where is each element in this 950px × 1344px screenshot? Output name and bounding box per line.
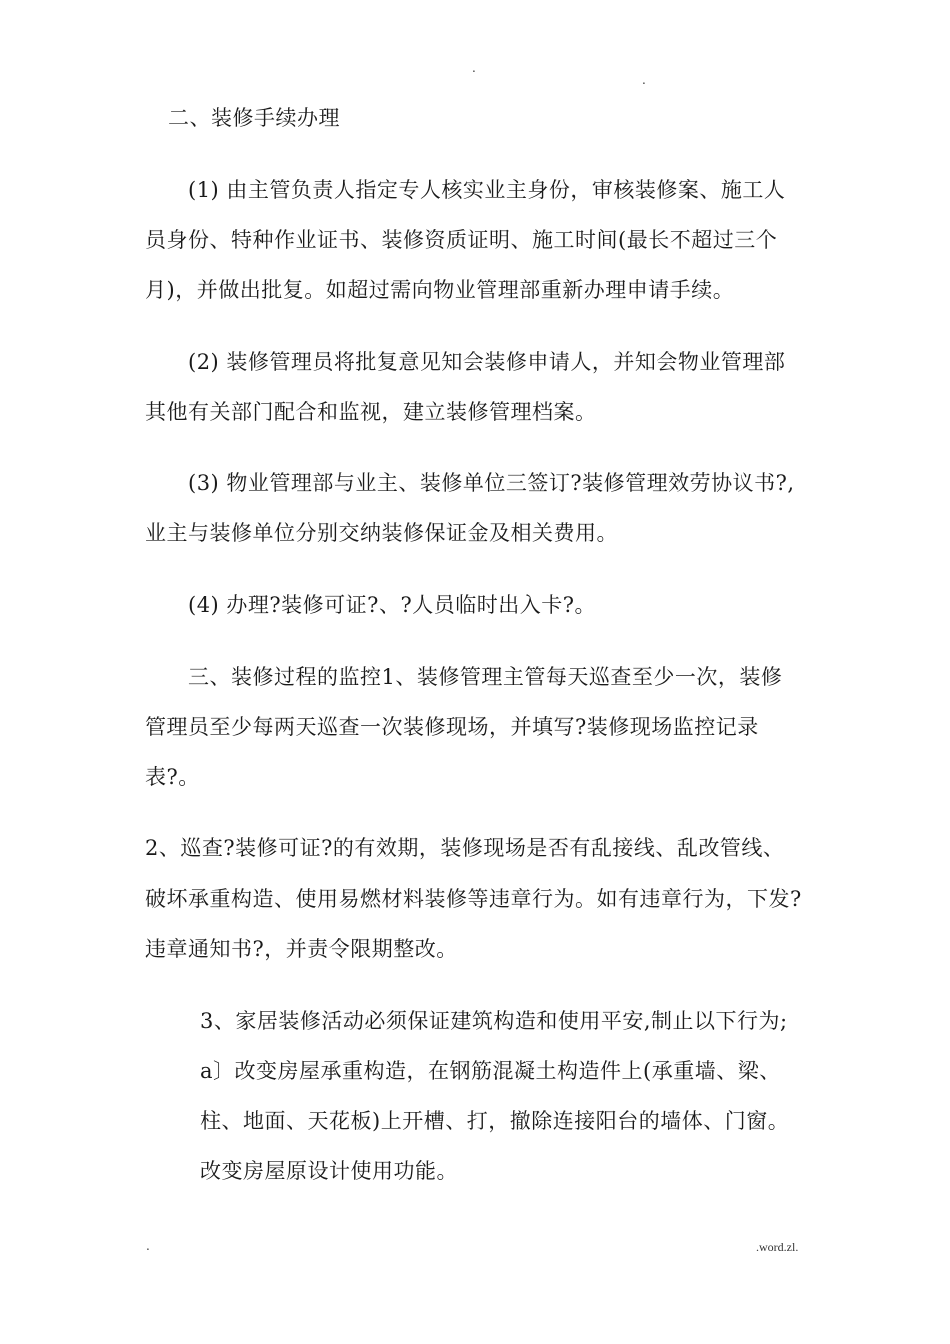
paragraph-3-line-1: (3) 物业管理部与业主、装修单位三签订?装修管理效劳协议书?, (188, 471, 795, 495)
header-dot-right: . (642, 73, 646, 87)
paragraph-2-line-2: 其他有关部门配合和监视，建立装修管理档案。 (145, 400, 597, 424)
footer-dot-left: . (146, 1239, 150, 1253)
paragraph-7-line-4: 改变房屋原设计使用功能。 (200, 1159, 458, 1183)
paragraph-7-line-3: 柱、地面、天花板)上开槽、打，撤除连接阳台的墙体、门窗。 (200, 1109, 790, 1133)
paragraph-4-line-1: (4) 办理?装修可证?、?人员临时出入卡?。 (188, 593, 596, 617)
paragraph-6-line-3: 违章通知书?，并责令限期整改。 (145, 937, 458, 961)
paragraph-5-line-1: 三、装修过程的监控1、装修管理主管每天巡查至少一次，装修 (188, 665, 783, 689)
paragraph-5-line-3: 表?。 (145, 765, 200, 789)
paragraph-1-line-2: 员身份、特种作业证书、装修资质证明、施工时间(最长不超过三个 (145, 228, 778, 252)
paragraph-1-line-3: 月)，并做出批复。如超过需向物业管理部重新办理申请手续。 (145, 278, 735, 302)
paragraph-6-line-1: 2、巡查?装修可证?的有效期，装修现场是否有乱接线、乱改管线、 (145, 836, 785, 860)
header-dot-left: . (472, 61, 476, 75)
paragraph-2-line-1: (2) 装修管理员将批复意见知会装修申请人，并知会物业管理部 (188, 350, 786, 374)
paragraph-6-line-2: 破坏承重构造、使用易燃材料装修等违章行为。如有违章行为，下发? (145, 887, 802, 911)
paragraph-3-line-2: 业主与装修单位分别交纳装修保证金及相关费用。 (145, 521, 618, 545)
section-title-procedures: 二、装修手续办理 (168, 106, 340, 130)
paragraph-5-line-2: 管理员至少每两天巡查一次装修现场，并填写?装修现场监控记录 (145, 715, 759, 739)
paragraph-1-line-1: (1) 由主管负责人指定专人核实业主身份，审核装修案、施工人 (188, 178, 786, 202)
footer-source-label: .word.zl. (756, 1240, 799, 1254)
paragraph-7-line-1: 3、家居装修活动必须保证建筑构造和使用平安,制止以下行为; (200, 1009, 788, 1033)
paragraph-7-line-2: a〕改变房屋承重构造，在钢筋混凝土构造件上(承重墙、梁、 (200, 1059, 781, 1083)
